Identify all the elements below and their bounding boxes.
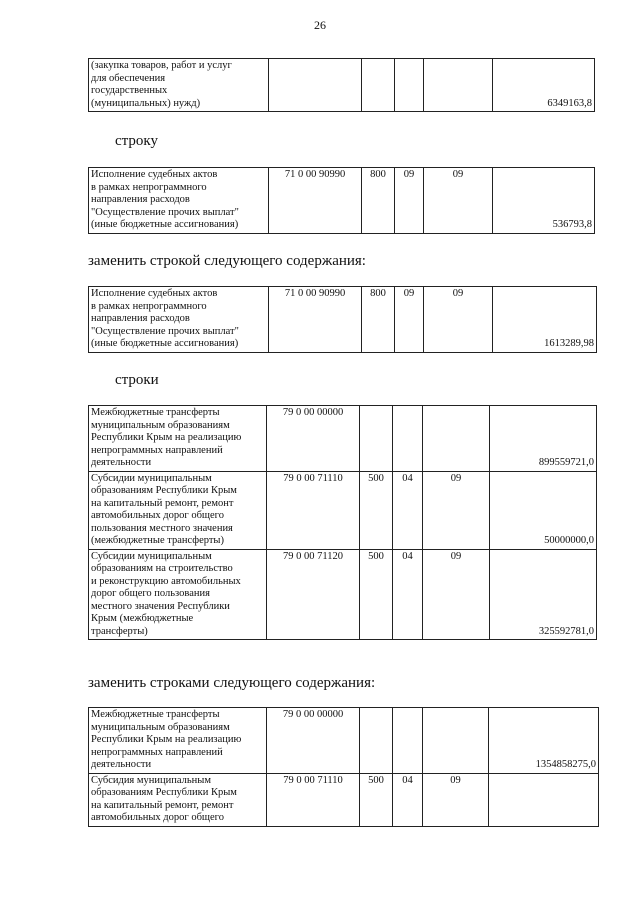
target-code-cell: 79 0 00 71120 [267,549,360,640]
target-code-cell: 79 0 00 71110 [267,773,360,826]
table-body [89,708,599,827]
instruction-text: строки [115,372,159,388]
table-body [89,59,595,112]
amount-cell: 899559721,0 [490,406,597,472]
subsection-cell: 09 [423,773,489,826]
section-cell: 04 [393,471,423,549]
row-name-cell: Субсидии муниципальным образованиям на строительство и реконструкцию автомобильных дорог общего пользования местного значения Республики Крым (межбюджетные трансферты) [89,549,267,640]
subsection-cell: 09 [423,471,490,549]
expense-type-cell [362,59,395,112]
amount-cell: 325592781,0 [490,549,597,640]
amount-cell: 6349163,8 [493,59,595,112]
instruction-text: заменить строками следующего содержания: [88,675,376,691]
section-cell [393,708,423,774]
amount-cell: 1354858275,0 [489,708,599,774]
table-row [89,471,597,549]
subsection-cell [423,708,489,774]
table-body [89,168,595,234]
subsection-cell: 09 [424,168,493,234]
amount-cell [489,773,599,826]
subsection-cell [423,406,490,472]
subsection-cell: 09 [423,549,490,640]
table-row [89,59,595,112]
table-row [89,287,597,353]
row-name-cell: (закупка товаров, работ и услуг для обеспечения государственных (муниципальных) нужд) [89,59,269,112]
expense-type-cell: 500 [360,549,393,640]
expense-type-cell: 800 [362,287,395,353]
subsection-cell [424,59,493,112]
target-code-cell: 71 0 00 90990 [269,287,362,353]
row-name-cell: Межбюджетные трансферты муниципальным образованиям Республики Крым на реализацию непрограммных направлений деятельности [89,708,267,774]
table-row [89,406,597,472]
budget-table-old-rows [88,405,597,640]
instruction-text: заменить строкой следующего содержания: [88,253,366,269]
page-number: 26 [314,18,326,32]
section-cell: 09 [395,287,424,353]
target-code-cell [269,59,362,112]
expense-type-cell: 500 [360,773,393,826]
expense-type-cell: 800 [362,168,395,234]
table-body [89,406,597,640]
row-name-cell: Исполнение судебных актов в рамках непрограммного направления расходов "Осуществление прочих выплат" (иные бюджетные ассигнования) [89,287,269,353]
target-code-cell: 79 0 00 71110 [267,471,360,549]
row-name-cell: Межбюджетные трансферты муниципальным образованиям Республики Крым на реализацию непрограммных направлений деятельности [89,406,267,472]
section-cell [395,59,424,112]
target-code-cell: 71 0 00 90990 [269,168,362,234]
section-cell: 04 [393,773,423,826]
subsection-cell: 09 [424,287,493,353]
section-cell [393,406,423,472]
section-cell: 04 [393,549,423,640]
expense-type-cell [360,708,393,774]
table-row [89,708,599,774]
target-code-cell: 79 0 00 00000 [267,406,360,472]
table-row [89,168,595,234]
row-name-cell: Субсидии муниципальным образованиям Республики Крым на капитальный ремонт, ремонт автомобильных дорог общего пользования местного значения (межбюджетные трансферты) [89,471,267,549]
amount-cell: 50000000,0 [490,471,597,549]
row-name-cell: Субсидия муниципальным образованиям Республики Крым на капитальный ремонт, ремонт автомобильных дорог общего [89,773,267,826]
budget-table-new-row [88,286,597,353]
row-name-cell: Исполнение судебных актов в рамках непрограммного направления расходов "Осуществление прочих выплат" (иные бюджетные ассигнования) [89,168,269,234]
amount-cell: 1613289,98 [493,287,597,353]
instruction-text: строку [115,133,158,149]
table-row [89,549,597,640]
table-body [89,287,597,353]
target-code-cell: 79 0 00 00000 [267,708,360,774]
budget-table-new-rows [88,707,599,827]
expense-type-cell [360,406,393,472]
expense-type-cell: 500 [360,471,393,549]
section-cell: 09 [395,168,424,234]
budget-table-old-row [88,167,595,234]
budget-table-fragment [88,58,595,112]
table-row [89,773,599,826]
amount-cell: 536793,8 [493,168,595,234]
